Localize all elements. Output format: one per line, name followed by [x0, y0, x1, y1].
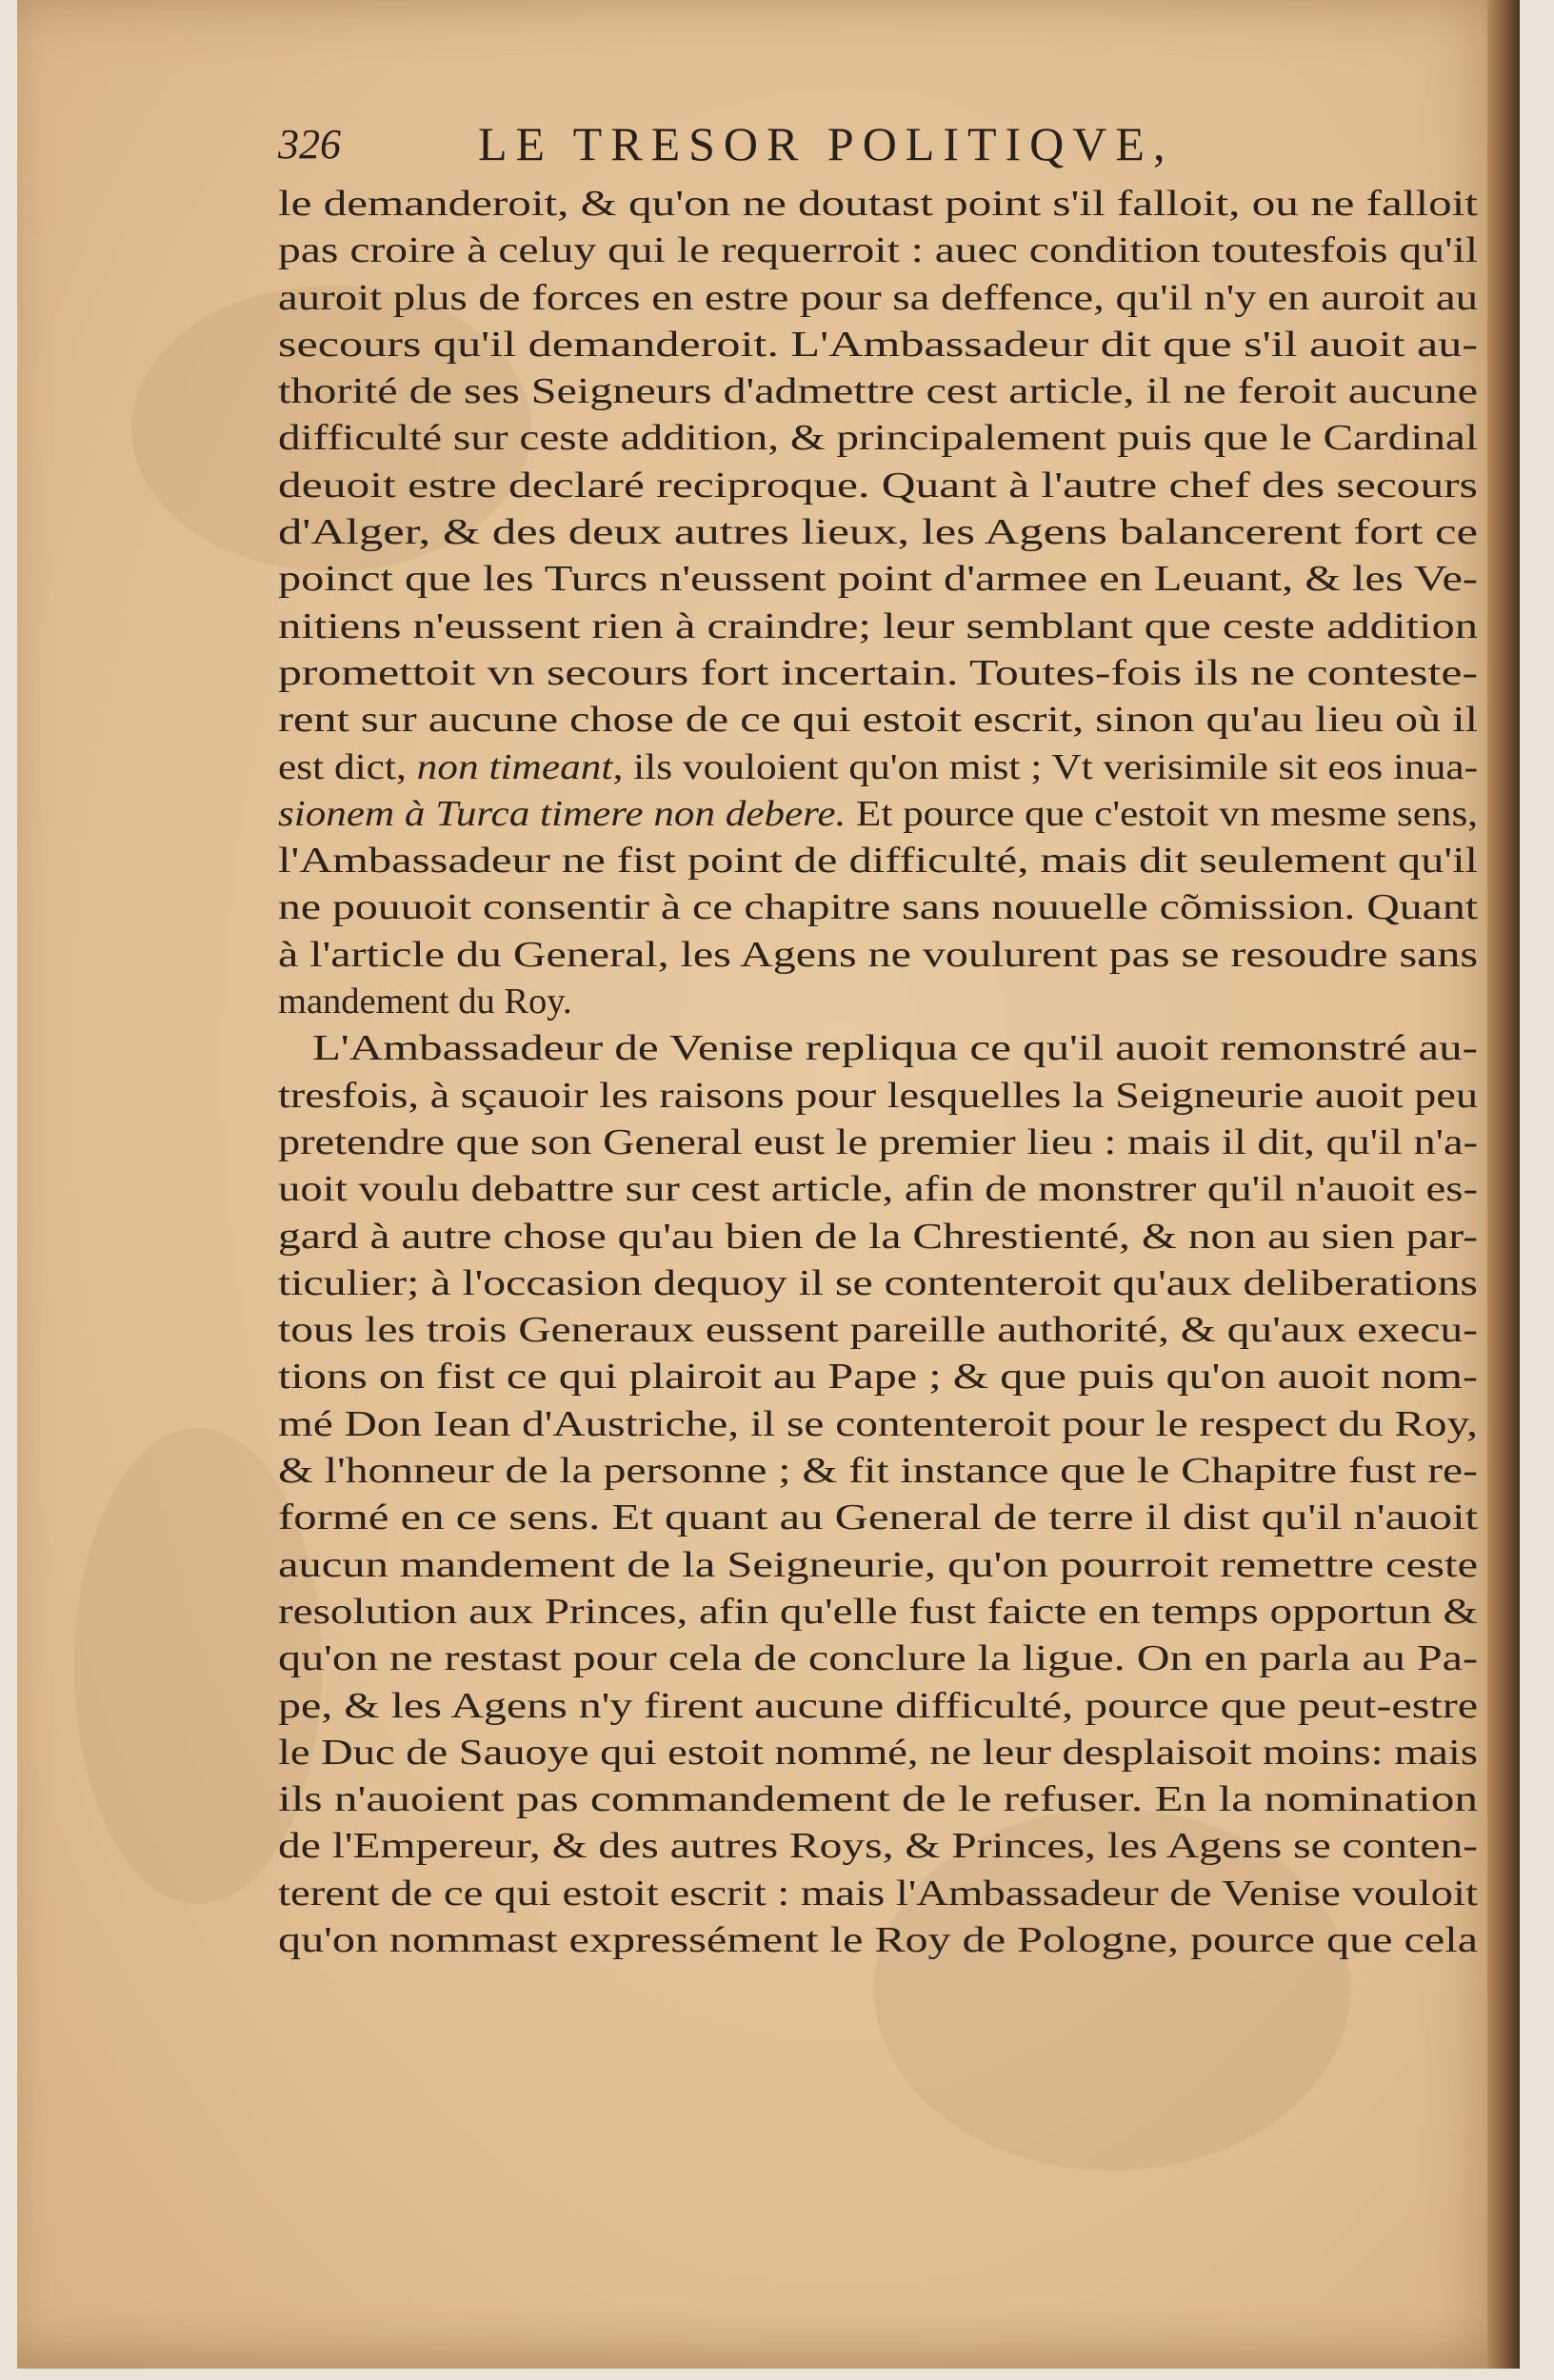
latin-italic: sionem à Turca timere non debere. — [278, 793, 847, 834]
text-line: formé en ce sens. Et quant au General de terre il dist qu'il n'auoit — [278, 1497, 1478, 1538]
text-line: tresfois, à sçauoir les raisons pour lesquelles la Seigneurie auoit peu — [278, 1075, 1478, 1116]
text-line: aucun mandement de la Seigneurie, qu'on pourroit remettre ceste — [278, 1544, 1478, 1585]
page-number: 326 — [278, 121, 341, 168]
book-spine-shadow — [1487, 0, 1520, 2369]
text-line: de l'Empereur, & des autres Roys, & Princes, les Agens se conten- — [278, 1826, 1478, 1867]
page-header — [278, 116, 1478, 183]
latin-italic: non timeant, — [416, 746, 624, 787]
text-line: thorité de ses Seigneurs d'admettre cest article, il ne feroit aucune — [278, 371, 1478, 412]
body-text — [278, 181, 1478, 1964]
text-line: est dict, non timeant, ils vouloient qu'on mist ; Vt verisimile sit eos inua- — [278, 746, 1478, 787]
text-line: qu'on nommast expressément le Roy de Pologne, pource que cela — [278, 1919, 1478, 1960]
text-line: mandement du Roy. — [278, 982, 572, 1022]
text-line: gard à autre chose qu'au bien de la Chrestienté, & non au sien par- — [278, 1216, 1478, 1257]
text-line: ils n'auoient pas commandement de le refuser. En la nomination — [278, 1779, 1478, 1820]
text-line: tous les trois Generaux eussent pareille authorité, & qu'aux execu- — [278, 1310, 1478, 1351]
text-line: d'Alger, & des deux autres lieux, les Agens balancerent fort ce — [278, 512, 1478, 553]
text-line: deuoit estre declaré reciproque. Quant à l'autre chef des secours — [278, 465, 1478, 506]
text-line: terent de ce qui estoit escrit : mais l'Ambassadeur de Venise vouloit — [278, 1873, 1478, 1914]
text-line: poinct que les Turcs n'eussent point d'armee en Leuant, & les Ve- — [278, 559, 1478, 600]
text-line: uoit voulu debattre sur cest article, afin de monstrer qu'il n'auoit es- — [278, 1169, 1478, 1210]
text-line: ticulier; à l'occasion dequoy il se contenteroit qu'aux deliberations — [278, 1262, 1478, 1303]
text-line: l'Ambassadeur ne fist point de difficulté, mais dit seulement qu'il — [278, 841, 1478, 882]
text-line: tions on fist ce qui plairoit au Pape ; & que puis qu'on auoit nom- — [278, 1357, 1478, 1398]
text-line: promettoit vn secours fort incertain. Toutes-fois ils ne conteste- — [278, 652, 1478, 693]
text-line: & l'honneur de la personne ; & fit instance que le Chapitre fust re- — [278, 1451, 1478, 1492]
text-line: pretendre que son General eust le premier lieu : mais il dit, qu'il n'a- — [278, 1121, 1478, 1162]
text-line: le Duc de Sauoye qui estoit nommé, ne leur desplaisoit moins: mais — [278, 1732, 1478, 1773]
text-line: ne pouuoit consentir à ce chapitre sans nouuelle cõmission. Quant — [278, 887, 1478, 928]
text-line: pe, & les Agens n'y firent aucune difficulté, pource que peut-estre — [278, 1685, 1478, 1726]
text-line: auroit plus de forces en estre pour sa deffence, qu'il n'y en auroit au — [278, 277, 1478, 318]
text-line: difficulté sur ceste addition, & principalement puis que le Cardinal — [278, 418, 1478, 459]
text-line: sionem à Turca timere non debere. Et pource que c'estoit vn mesme sens, — [278, 793, 1478, 834]
text-line: le demanderoit, & qu'on ne doutast point s'il falloit, ou ne falloit — [278, 184, 1478, 224]
paragraph-start-line: L'Ambassadeur de Venise repliqua ce qu'il auoit remonstré au- — [312, 1028, 1478, 1069]
text-line: resolution aux Princes, afin qu'elle fust faicte en temps opportun & — [278, 1591, 1478, 1632]
running-title: LE TRESOR POLITIQVE, — [478, 117, 1174, 170]
text-line: qu'on ne restast pour cela de conclure la ligue. On en parla au Pa- — [278, 1638, 1478, 1679]
text-line: à l'article du General, les Agens ne voulurent pas se resoudre sans — [278, 934, 1478, 975]
text-line: rent sur aucune chose de ce qui estoit escrit, sinon qu'au lieu où il — [278, 700, 1478, 741]
text-line: pas croire à celuy qui le requerroit : auec condition toutesfois qu'il — [278, 230, 1478, 271]
text-line: nitiens n'eussent rien à craindre; leur semblant que ceste addition — [278, 605, 1478, 646]
text-line: secours qu'il demanderoit. L'Ambassadeur dit que s'il auoit au- — [278, 324, 1478, 365]
text-line: mé Don Iean d'Austriche, il se contenteroit pour le respect du Roy, — [278, 1403, 1478, 1444]
